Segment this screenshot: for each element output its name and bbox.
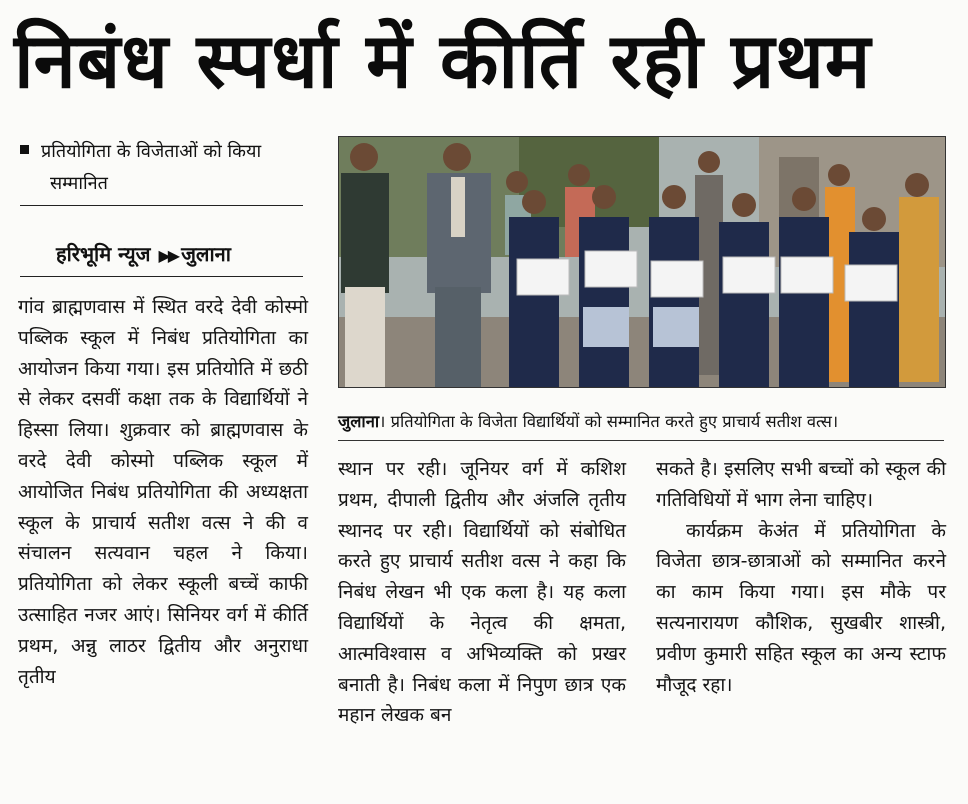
article-paragraph: गांव ब्राह्मणवास में स्थित वरदे देवी कोस्मो पब्लिक स्कूल में निबंध प्रतियोगिता का आयोजन किया गया। इस प्रतियोति में छठी से लेकर दसवीं कक्षा तक के विद्यार्थियों ने हिस्सा लिया। शुक्रवार को ब्राह्मणवास के वरदे देवी कोस्मो पब्लिक स्कूल में आयोजित निबंध प्रतियोगिता की अध्यक्षता स्कूल के प्राचार्य सतीश वत्स ने की व संचालन सत्यवान चहल ने किया। प्रतियोगिता को लेकर स्कूली बच्चें काफी उत्साहित नजर आएं। सिनियर वर्ग में कीर्ति प्रथम, अन्नु लाठर द्वितीय और अनुराधा तृतीय [18, 296, 308, 688]
caption-place: जुलाना [338, 412, 380, 431]
news-photo [338, 136, 946, 388]
byline-agency: हरिभूमि न्यूज [56, 242, 151, 266]
photo-caption [338, 408, 944, 436]
divider [20, 205, 303, 206]
subheading [20, 136, 302, 200]
article-paragraph: स्थान पर रही। जूनियर वर्ग में कशिश प्रथम, दीपाली द्वितीय और अंजलि तृतीय स्थानद पर रही। विद्यार्थियों को संबोधित करते हुए प्राचार्य सतीश वत्स ने कहा कि निबंध लेखन भी एक कला है। यह कला विद्यार्थियों के नेतृत्व की क्षमता, आत्मविश्वास व अभिव्यक्ति को प्रखर बनाती है। निबंध कला में निपुण छात्र एक महान लेखक बन [338, 458, 626, 727]
byline-place: जुलाना [181, 242, 231, 266]
caption-text: । प्रतियोगिता के विजेता विद्यार्थियों को सम्मानित करते हुए प्राचार्य सतीश वत्स। [379, 412, 839, 431]
subheading-line1: प्रतियोगिता के विजेताओं को किया [41, 141, 262, 162]
bullet-square-icon [20, 145, 29, 154]
divider [20, 276, 303, 277]
byline [56, 236, 231, 272]
article-paragraph: कार्यक्रम केअंत में प्रतियोगिता के विजेता छात्र-छात्राओं को सम्मानित करने का काम किया गया। इस मौके पर सत्यनारायण कौशिक, सुखबीर शास्त्री, प्रवीण कुमारी सहित स्कूल का अन्य स्टाफ मौजूद रहा। [656, 519, 946, 696]
subheading-line2: सम्मानित [50, 173, 108, 194]
divider [338, 440, 944, 441]
students-with-certificates-image [339, 137, 945, 387]
headline: निबंध स्पर्धा में कीर्ति रही प्रथम [14, 16, 872, 105]
article-column-3 [656, 454, 946, 700]
fast-forward-icon: ▶▶ [158, 246, 178, 265]
article-paragraph: सकते है। इसलिए सभी बच्चों को स्कूल की गतिविधियों में भाग लेना चाहिए। [656, 458, 946, 511]
article-column-1 [18, 292, 308, 692]
article-column-2 [338, 454, 626, 731]
